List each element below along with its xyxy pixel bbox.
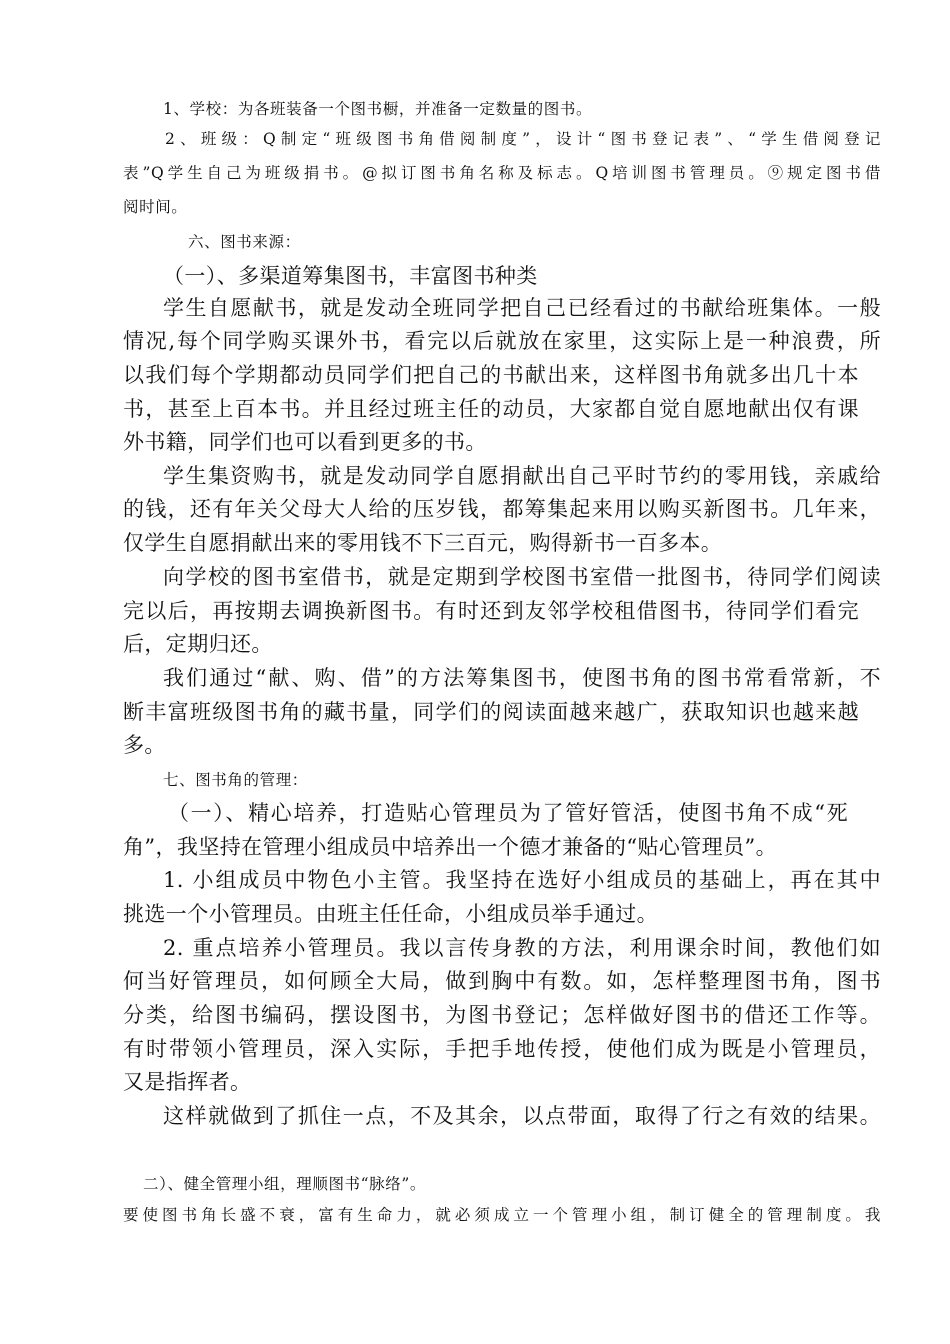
section-heading-7: 七、图书角的管理： bbox=[163, 771, 308, 789]
text-line-3: 表”Q学生自己为班级捐书。@拟订图书角名称及标志。Q培训图书管理员。⑨规定图书借 bbox=[123, 164, 881, 182]
text-line-12: 学生集资购书，就是发动同学自愿捐献出自己平时节约的零用钱，亲戚给 bbox=[163, 464, 881, 488]
text-line-18: 我们通过“献、购、借”的方法筹集图书，使图书角的图书常看常新，不 bbox=[163, 666, 881, 690]
text-line-1: 1、学校：为各班装备一个图书橱，并准备一定数量的图书。 bbox=[163, 100, 593, 118]
text-line-10: 书，甚至上百本书。并且经过班主任的动员，大家都自觉自愿地献出仅有课 bbox=[123, 397, 859, 421]
subheading-3: 二）、健全管理小组，理顺图书“脉络”。 bbox=[143, 1175, 426, 1193]
text-line-33: 要使图书角长盛不衰，富有生命力，就必须成立一个管理小组，制订健全的管理制度。我 bbox=[123, 1206, 881, 1224]
subheading-2: （一）、精心培养，打造贴心管理员为了管好管活，使图书角不成“死 bbox=[168, 801, 848, 825]
text-line-31: 这样就做到了抓住一点，不及其余，以点带面，取得了行之有效的结果。 bbox=[163, 1104, 881, 1128]
text-line-23: 角”，我坚持在管理小组成员中培养出一个德才兼备的“贴心管理员”。 bbox=[123, 835, 778, 859]
text-line-30: 又是指挥者。 bbox=[123, 1070, 252, 1094]
text-line-2: 2、班级：Q制定“班级图书角借阅制度”，设计“图书登记表”、“学生借阅登记 bbox=[165, 130, 881, 148]
text-line-8: 情况,每个同学购买课外书，看完以后就放在家里，这实际上是一种浪费，所 bbox=[123, 329, 881, 353]
text-line-13: 的钱，还有年关父母大人给的压岁钱，都筹集起来用以购买新图书。几年来， bbox=[123, 497, 881, 521]
text-line-26: 2. 重点培养小管理员。我以言传身教的方法，利用课余时间，教他们如 bbox=[163, 936, 881, 960]
text-line-19: 断丰富班级图书角的藏书量，同学们的阅读面越来越广，获取知识也越来越 bbox=[123, 700, 859, 724]
text-line-24: 1. 小组成员中物色小主管。我坚持在选好小组成员的基础上，再在其中 bbox=[163, 868, 881, 892]
text-line-9: 以我们每个学期都动员同学们把自己的书献出来，这样图书角就多出几十本 bbox=[123, 363, 859, 387]
text-line-17: 后，定期归还。 bbox=[123, 632, 273, 656]
text-line-28: 分类，给图书编码，摆设图书，为图书登记；怎样做好图书的借还工作等。 bbox=[123, 1003, 881, 1027]
text-line-27: 何当好管理员，如何顾全大局，做到胸中有数。如，怎样整理图书角，图书 bbox=[123, 969, 881, 993]
text-line-15: 向学校的图书室借书，就是定期到学校图书室借一批图书，待同学们阅读 bbox=[163, 565, 881, 589]
text-line-14: 仅学生自愿捐献出来的零用钱不下三百元，购得新书一百多本。 bbox=[123, 531, 723, 555]
text-line-16: 完以后，再按期去调换新图书。有时还到友邻学校租借图书，待同学们看完 bbox=[123, 599, 859, 623]
text-line-11: 外书籍，同学们也可以看到更多的书。 bbox=[123, 430, 487, 454]
text-line-29: 有时带领小管理员，深入实际，手把手地传授，使他们成为既是小管理员， bbox=[123, 1037, 881, 1061]
text-line-25: 挑选一个小管理员。由班主任任命，小组成员举手通过。 bbox=[123, 902, 658, 926]
text-line-4: 阅时间。 bbox=[123, 198, 188, 216]
subheading-1: （一）、多渠道筹集图书，丰富图书种类 bbox=[163, 264, 538, 288]
section-heading-6: 六、图书来源： bbox=[188, 233, 301, 251]
text-line-7: 学生自愿献书，就是发动全班同学把自己已经看过的书献给班集体。一般 bbox=[163, 296, 881, 320]
text-line-20: 多。 bbox=[123, 733, 166, 757]
